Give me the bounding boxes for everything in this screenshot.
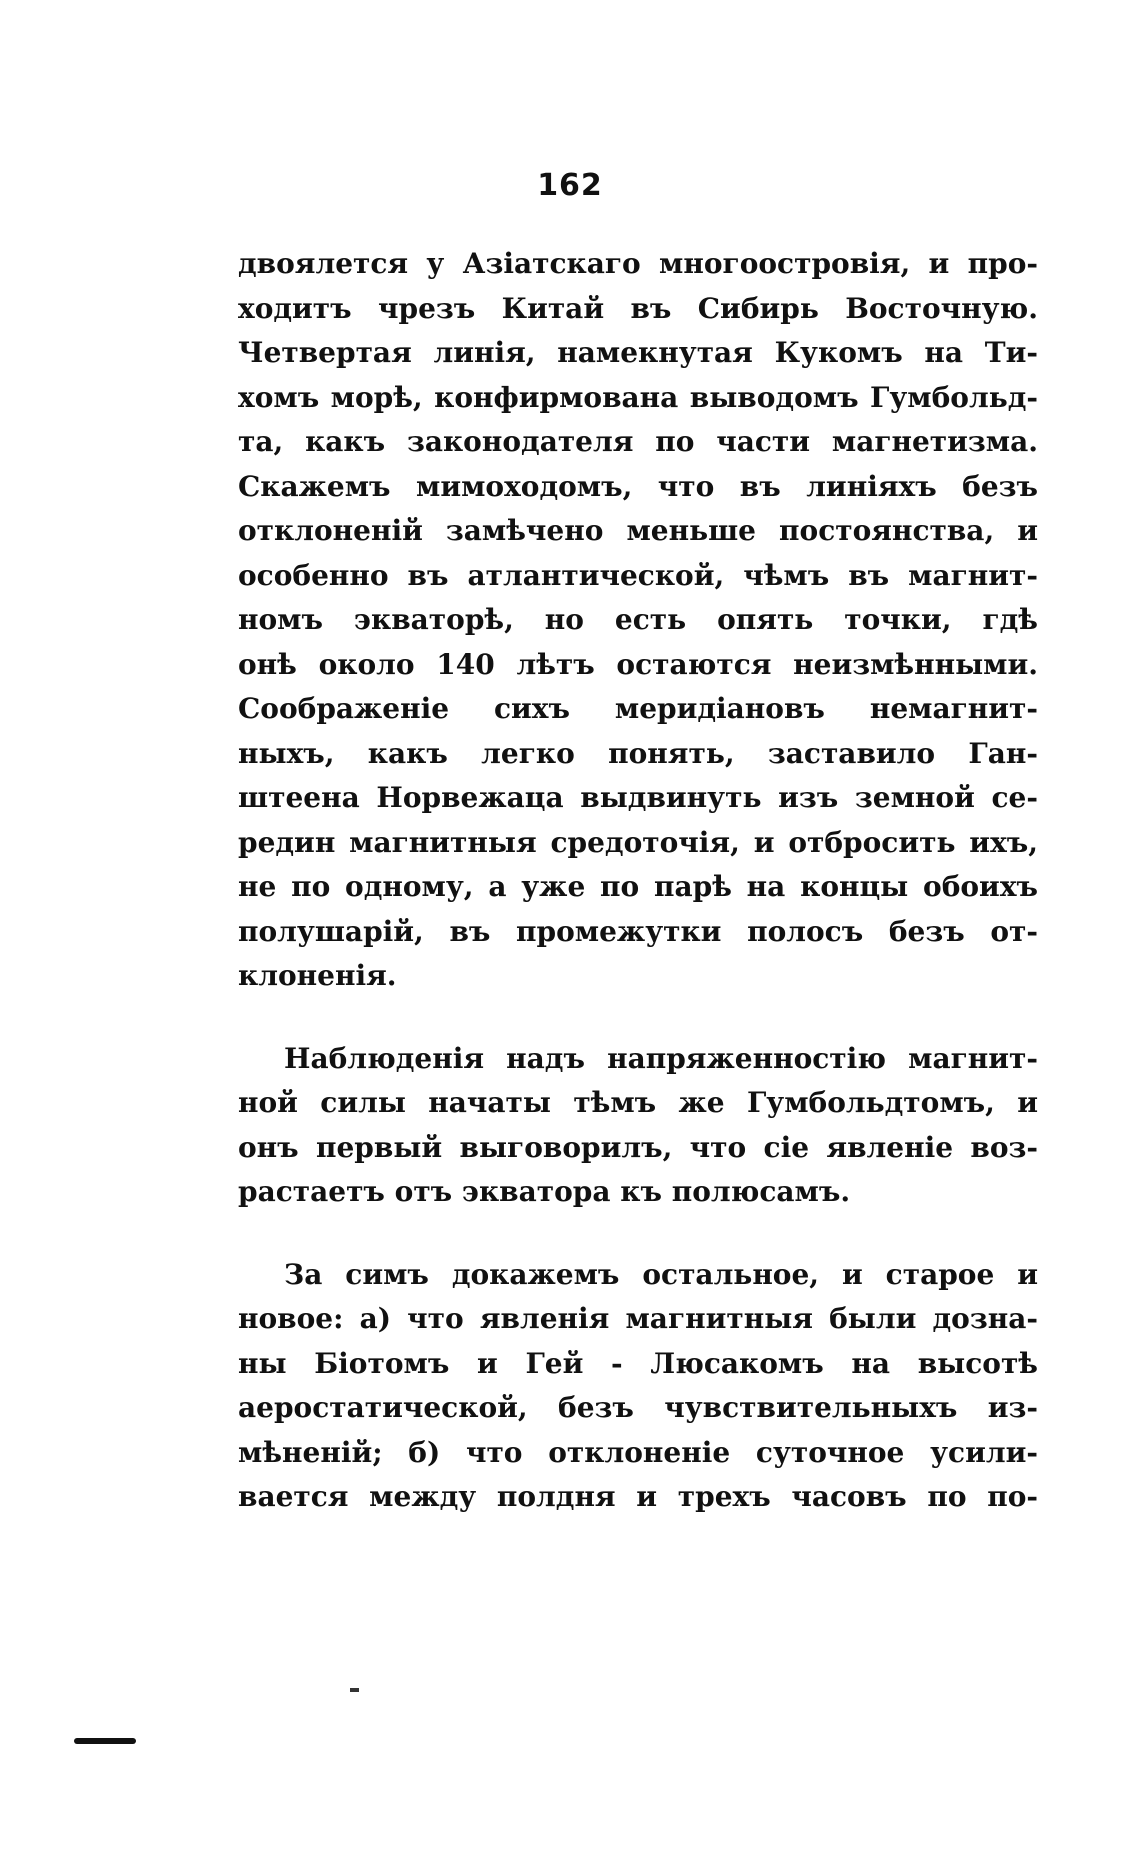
text-line: не по одному, а уже по парѣ на концы обоихъ <box>238 870 1038 903</box>
text-line: редин магнитныя средоточія, и отбросить ихъ, <box>238 825 1038 859</box>
text-line: двоялется у Азіатскаго многоостровія, и про- <box>238 247 1038 280</box>
text-line: онѣ около 140 лѣтъ остаются неизмѣнными. <box>238 647 1038 681</box>
text-line: номъ экваторѣ, но есть опять точки, гдѣ <box>238 603 1038 636</box>
page-number: 162 <box>537 168 603 203</box>
text-line: новое: а) что явленія магнитныя были дозна- <box>238 1302 1038 1335</box>
text-line: вается между полдня и трехъ часовъ по по- <box>238 1480 1038 1513</box>
text-column <box>238 242 1038 1520</box>
text-line: штеена Норвежаца выдвинуть изъ земной се- <box>238 781 1038 814</box>
text-line: ходитъ чрезъ Китай въ Сибирь Восточную. <box>238 291 1038 325</box>
text-line: полушарій, въ промежутки полосъ безъ от- <box>238 914 1038 948</box>
text-line: онъ первый выговорилъ, что сіе явленіе воз- <box>238 1130 1038 1164</box>
text-line: особенно въ атлантической, чѣмъ въ магнит- <box>238 558 1038 592</box>
text-line: мѣненій; б) что отклоненіе суточное усили- <box>238 1435 1038 1469</box>
text-line: ныхъ, какъ легко понять, заставило Ган- <box>238 736 1038 770</box>
text-line: Наблюденія надъ напряженностію магнит- <box>284 1041 1038 1075</box>
text-line: ны Біотомъ и Гей - Люсакомъ на высотѣ <box>238 1346 1038 1380</box>
text-line: клоненія. <box>238 959 397 992</box>
text-line: Четвертая линія, намекнутая Кукомъ на Ти- <box>238 336 1038 369</box>
text-line: аеростатической, безъ чувствительныхъ из- <box>238 1391 1038 1424</box>
text-line: За симъ докажемъ остальное, и старое и <box>284 1257 1038 1291</box>
text-line: ной силы начаты тѣмъ же Гумбольдтомъ, и <box>238 1086 1038 1119</box>
print-speck <box>350 1688 359 1692</box>
text-line: растаетъ отъ экватора къ полюсамъ. <box>238 1175 851 1208</box>
text-line: та, какъ законодателя по части магнетизма. <box>238 425 1038 458</box>
paragraph <box>238 242 1038 999</box>
text-line: хомъ морѣ, конфирмована выводомъ Гумбольд- <box>238 380 1038 414</box>
text-line: Скажемъ мимоходомъ, что въ линіяхъ безъ <box>238 469 1038 503</box>
paragraph <box>238 1253 1038 1520</box>
paragraph <box>238 1037 1038 1215</box>
scan-edge-mark <box>74 1738 136 1744</box>
text-line: отклоненій замѣчено меньше постоянства, и <box>238 514 1038 547</box>
text-line: Соображеніе сихъ меридіановъ немагнит- <box>238 692 1038 725</box>
